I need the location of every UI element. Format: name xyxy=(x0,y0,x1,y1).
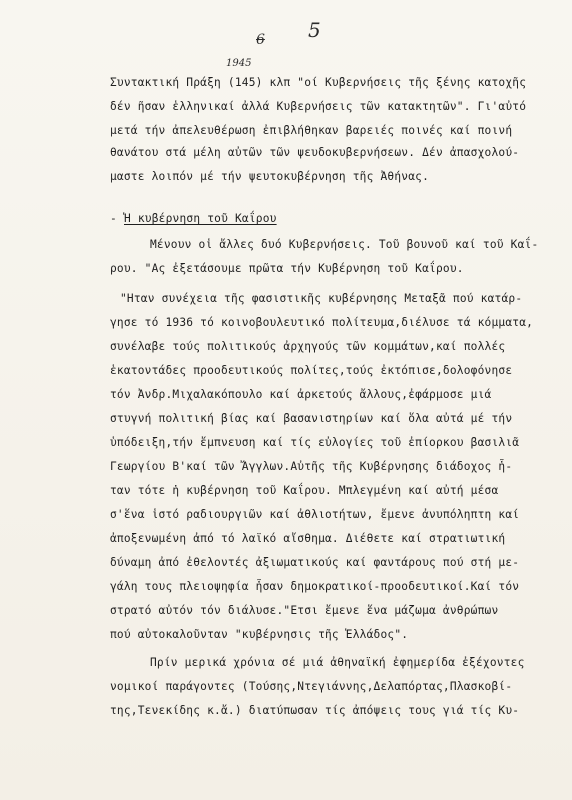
text-line: νομικοί παράγοντες (Τούσης,Ντεγιάννης,Δελαπόρτας,Πλασκοβί- xyxy=(110,680,513,693)
text-line: μαστε λοιπόν μέ τήν ψευτοκυβέρνηση τῆς Ἀθήνας. xyxy=(110,170,430,183)
text-line: συνέλαβε τούς πολιτικούς ἀρχηγούς τῶν κομμάτων,καί πολλές xyxy=(110,340,506,353)
text-line: σ'ἕνα ἱστό ραδιουργιῶν καί ἀθλιοτήτων, ἔμενε ἀνυπόληπτη καί xyxy=(110,508,520,521)
text-line: Μένουν οἱ ἄλλες δυό Κυβερνήσεις. Τοῦ βουνοῦ καί τοῦ Καΐ- xyxy=(150,238,539,251)
year-annotation: 1945 xyxy=(226,58,252,69)
text-line: θανάτου στά μέλη αὐτῶν τῶν ψευδοκυβερνήσεων. Δέν ἀπασχολού- xyxy=(110,146,520,159)
struck-page-number: 6 xyxy=(256,32,265,48)
text-line: Συντακτική Πράξη (145) κλπ "οί Κυβερνήσεις τῆς ξένης κατοχῆς xyxy=(110,76,527,89)
text-line: Πρίν μερικά χρόνια σέ μιά ἀθηναϊκή ἐφημερίδα ἐξέχοντες xyxy=(150,656,525,669)
text-line: στρατό αὐτόν τόν διάλυσε."Ετσι ἔμενε ἕνα μάζωμα ἀνθρώπων xyxy=(110,604,499,617)
text-line: "Ηταν συνέχεια τῆς φασιστικῆς κυβέρνησης Μεταξᾶ πού κατάρ- xyxy=(120,292,523,305)
text-line: πού αὐτοκαλοῦνταν "κυβέρνησις τῆς Ἑλλάδος". xyxy=(110,628,409,641)
text-line: ρου. "Ας ἐξετάσουμε πρῶτα τήν Κυβέρνηση τοῦ Καΐρου. xyxy=(110,262,464,275)
page-number: 5 xyxy=(308,18,321,42)
text-line: στυγνή πολιτική βίας καί βασανιστηρίων καί ὅλα αὐτά μέ τήν xyxy=(110,412,513,425)
text-line: δέν ῆσαν ἑλληνικαί ἀλλά Κυβερνήσεις τῶν κατακτητῶν". Γι'αὐτό xyxy=(110,100,527,113)
text-line: μετά τήν ἀπελευθέρωση ἐπιβλήθηκαν βαρειές ποινές καί ποινή xyxy=(110,124,513,137)
text-line: δύναμη ἀπό ἐθελοντές ἀξιωματικούς καί φαντάρους πού στή με- xyxy=(110,556,520,569)
heading-dash: - xyxy=(110,212,117,225)
text-line: ὑπόδειξη,τήν ἔμπνευση καί τίς εὐλογίες τοῦ ἐπίορκου βασιλιᾶ xyxy=(110,436,520,449)
section-heading: Ἡ κυβέρνηση τοῦ Καΐρου xyxy=(124,212,277,225)
text-line: ἑκατοντάδες προοδευτικούς πολίτες,τούς ἐκτόπισε,δολοφόνησε xyxy=(110,364,513,377)
text-line: γησε τό 1936 τό κοινοβουλευτικό πολίτευμα,διέλυσε τά κόμματα, xyxy=(110,316,534,329)
text-line: της,Τενεκίδης κ.ἄ.) διατύπωσαν τίς ἀπόψεις τους γιά τίς Κυ- xyxy=(110,704,520,717)
text-line: ταν τότε ἡ κυβέρνηση τοῦ Καΐρου. Μπλεγμένη καί αὐτή μέσα xyxy=(110,484,499,497)
text-line: Γεωργίου Β'καί τῶν Ἄγγλων.Αὐτῆς τῆς Κυβέρνησης διάδοχος ἦ- xyxy=(110,460,513,473)
text-line: ἀποξενωμένη ἀπό τό λαϊκό αἴσθημα. Διέθετε καί στρατιωτική xyxy=(110,532,506,545)
text-line: γάλη τους πλειοψηφία ἦσαν δημοκρατικοί-προοδευτικοί.Καί τόν xyxy=(110,580,520,593)
text-line: τόν Ἀνδρ.Μιχαλακόπουλο καί ἀρκετούς ἄλλους,ἐφάρμοσε μιά xyxy=(110,388,492,401)
